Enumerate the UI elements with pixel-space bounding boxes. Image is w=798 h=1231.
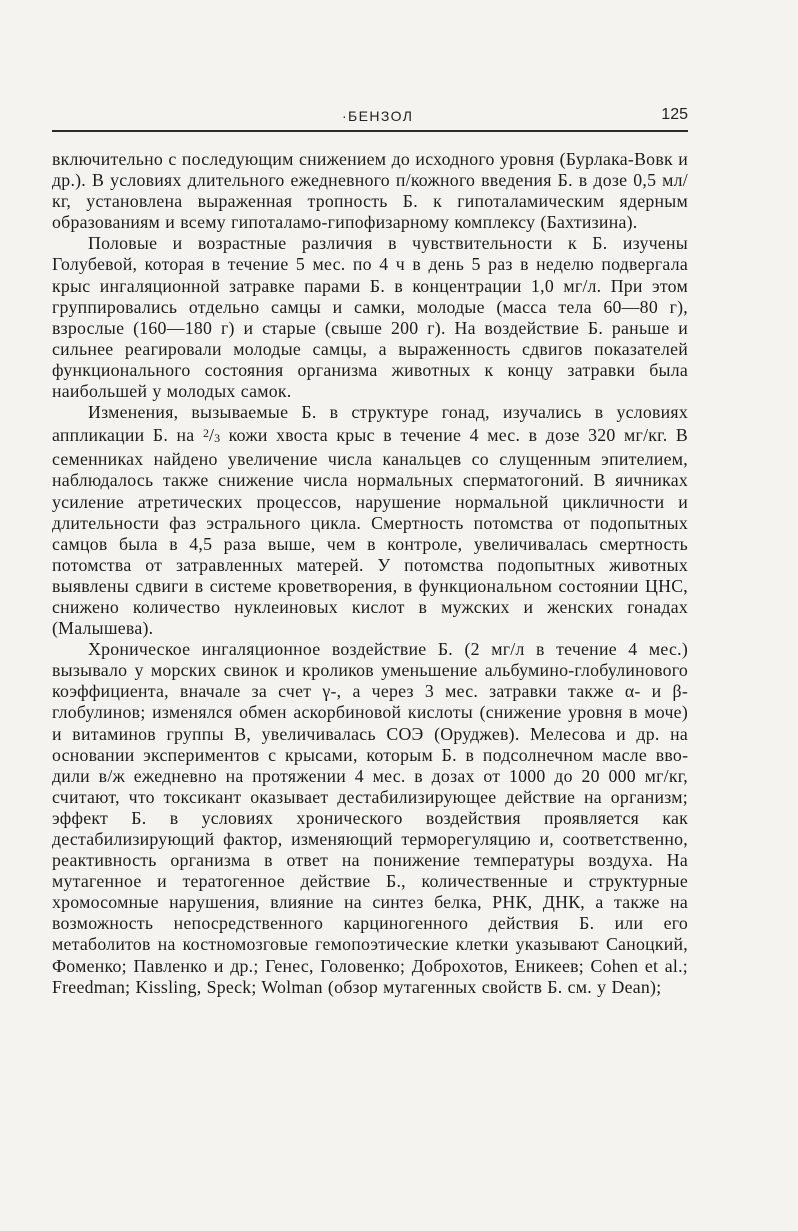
- fraction-slash: /: [208, 425, 215, 446]
- gonad-text-start: Изменения, вызываемые Б. в структуре гонад, изучались в условиях аппликации Б. на: [52, 402, 688, 446]
- paragraph-chronic-inhalation: Хроническое ингаляционное воздействие Б. (2 мг/л в течение 4 мес.) вызывало у морских свинок и кроликов уменьшение альбумино-глобулинового коэффициента, вначале за счет γ-, а через 3 мес. затравки также α- и β-глобулинов; изменялся обмен аскорбиновой кислоты (снижение уровня в моче) и витаминов группы В, увеличивалась СОЭ (Оруджев). Мелесова и др. на основании экспериментов с крысами, которым Б. в подсолнечном масле вводили в/ж ежедневно на протяжении 4 мес. в дозах от 1000 до 20 000 мг/кг, считают, что токсикант оказывает дестабилизирующее действие на организм; эффект Б. в условиях хронического воздействия проявляется как дестабилизирующий фактор, изменяющий терморегуляцию и, соответственно, реактивность организма в ответ на понижение температуры воздуха. На мутагенное и тератогенное действие Б., количественные и структурные хромосомные нарушения, влияние на синтез белка, РНК, ДНК, а также на возможность непосредственного карциногенного действия Б. или его метаболитов на костномозговые гемопоэтические клетки указывают Саноцкий, Фоменко; Павленко и др.; Генес, Головенко; Доброхотов, Еникеев; Cohen et al.; Freedman; Kissling, Speck; Wolman (обзор мутагенных свойств Б. см. у Dean);: [52, 639, 688, 997]
- body-text: [52, 149, 688, 998]
- running-header: [52, 104, 688, 132]
- fraction-numerator: 2: [202, 426, 209, 441]
- paragraph-continuation: включительно с последующим снижением до исходного уровня (Бурлака-Вовк и др.). В условиях длительного ежедневного п/кожного введения Б. в дозе 0,5 мл/кг, установлена выраженная тропность Б. к гипоталамическим ядерным образованиям и всему гипоталамо-гипофизарному комплексу (Бахтизина).: [52, 149, 688, 233]
- page-number: 125: [661, 106, 688, 123]
- paragraph-gonad-changes: [52, 402, 688, 639]
- paragraph-sex-age-differences: Половые и возрастные различия в чувствительности к Б. изучены Голубевой, которая в течение 5 мес. по 4 ч в день 5 раз в неделю подвергала крыс ингаляционной затравке парами Б. в концентрации 1,0 мг/л. При этом группировались отдельно самцы и самки, молодые (масса тела 60—80 г), взрослые (160—180 г) и старые (свыше 200 г). На воздействие Б. раньше и сильнее реагировали молодые самцы, а выраженность сдвигов показателей функционального состояния организма животных к концу затравки была наибольшей у молодых самок.: [52, 233, 688, 402]
- running-title: ·БЕНЗОЛ: [342, 108, 414, 124]
- gonad-text-end: кожи хвоста крыс в течение 4 мес. в дозе 320 мг/кг. В семенниках найдено увеличение числа канальцев со слущенным эпителием, наблюдалось также снижение числа нормальных сперматогоний. В яичниках усиление атретических процессов, нарушение нормальной цикличности и длительности фаз эстрального цикла. Смертность потомства от подопытных самцов была в 4,5 раза выше, чем в контроле, увеличивалась смертность потомства от затравленных матерей. У потомства подопытных животных выявлены сдвиги в системе кроветворения, в функциональном состоянии ЦНС, снижено количество нуклеиновых кислот в мужских и женских гонадах (Малышева).: [52, 425, 688, 639]
- fraction-denominator: 3: [214, 431, 221, 446]
